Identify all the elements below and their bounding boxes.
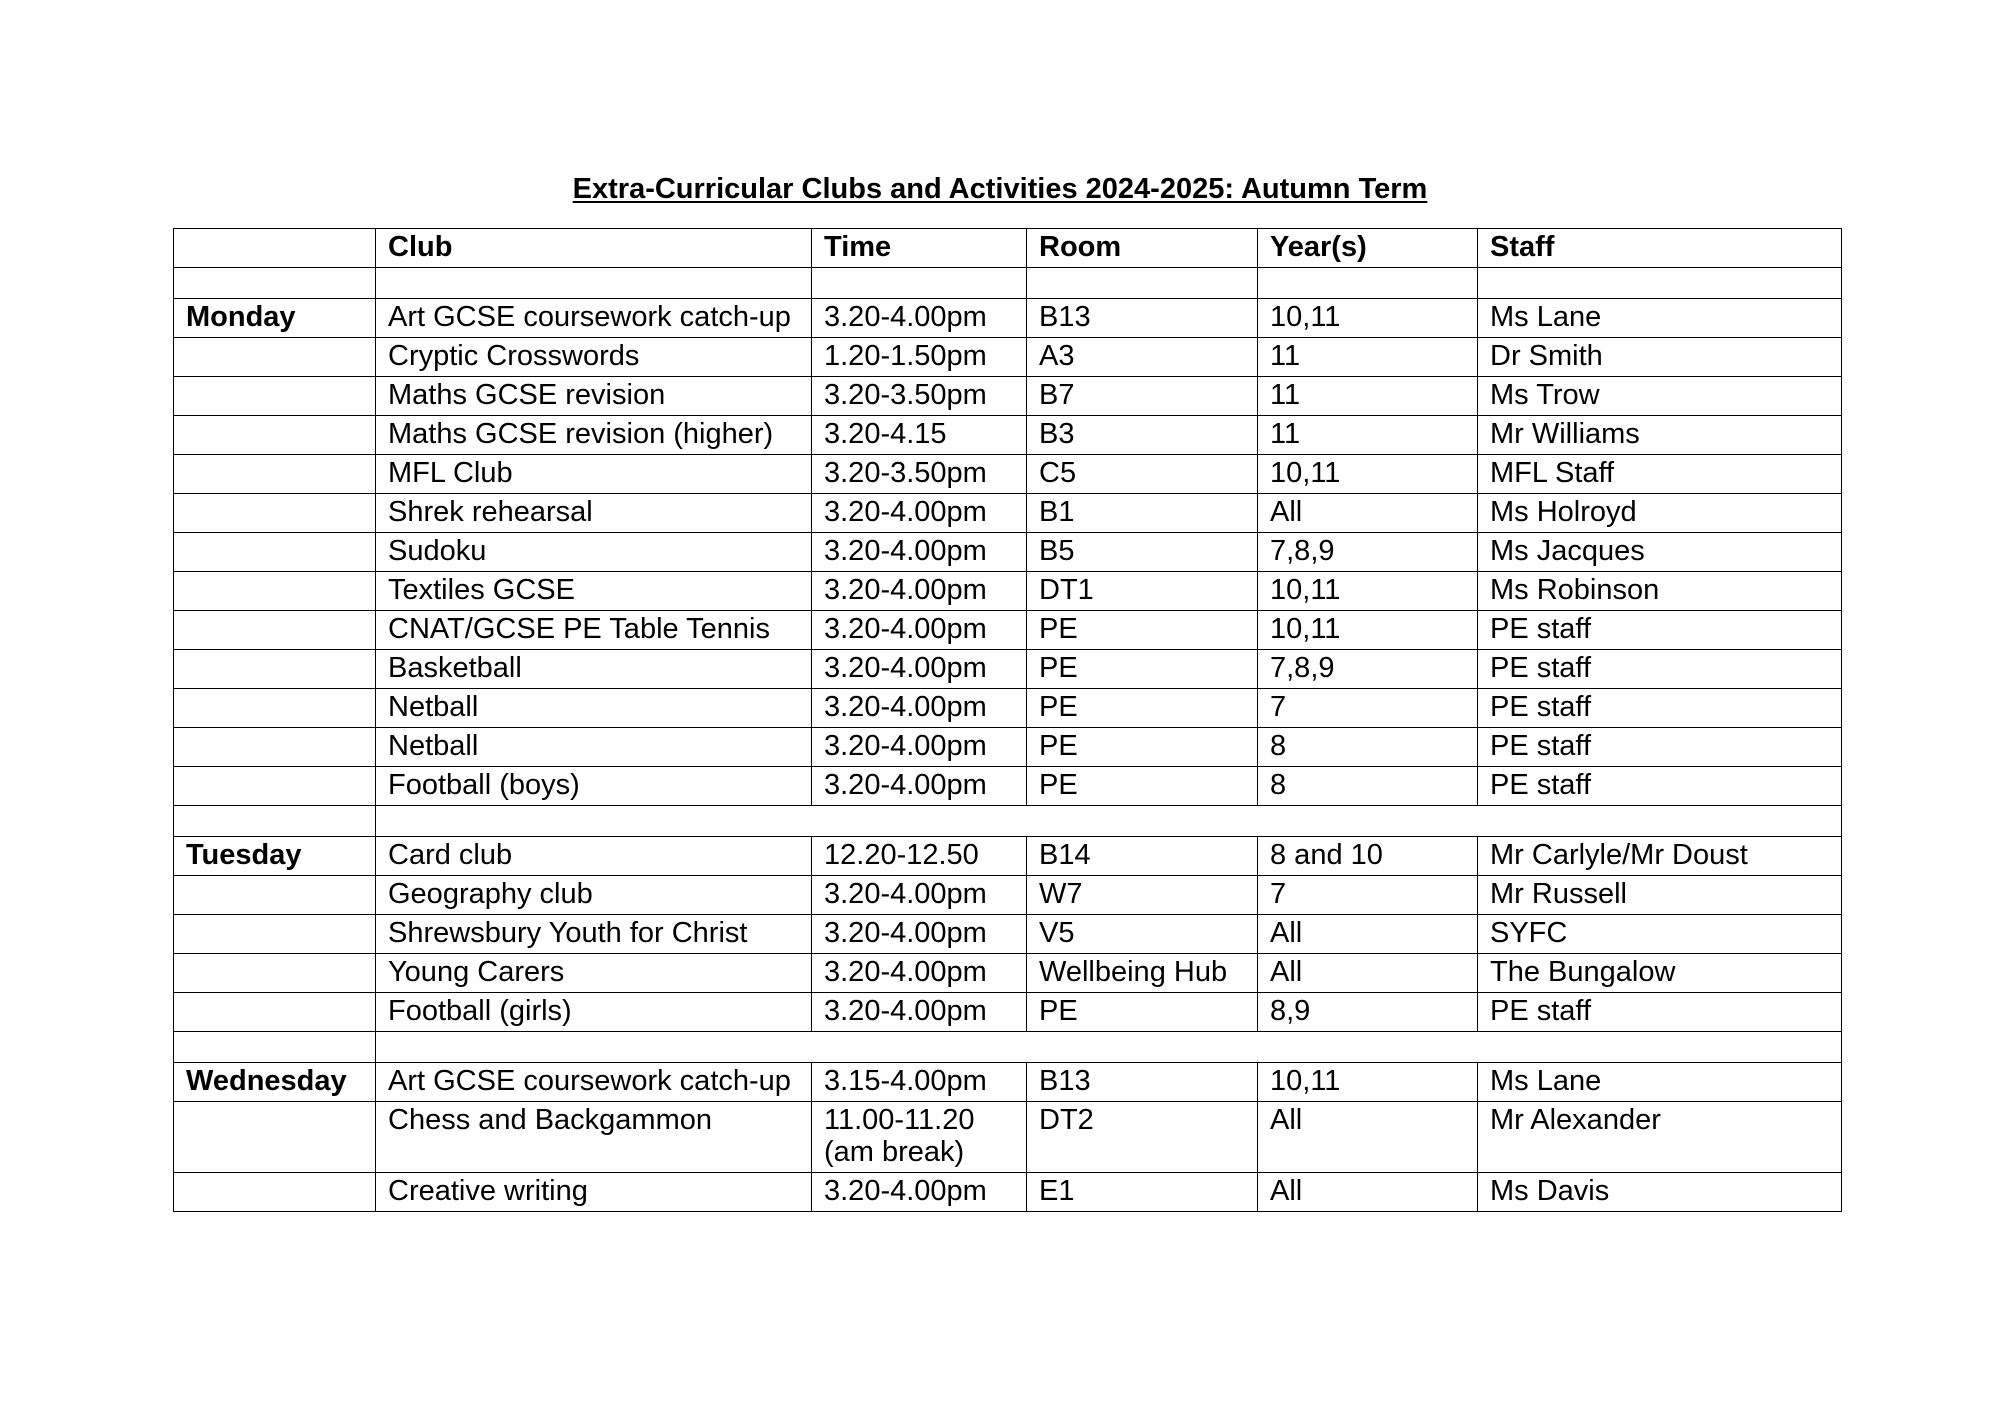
table-row (174, 689, 1842, 728)
spacer-cell (376, 1032, 1842, 1063)
spacer-cell (174, 268, 376, 299)
cell-day (174, 915, 376, 954)
cell-club: Maths GCSE revision (376, 377, 812, 416)
cell-day (174, 1173, 376, 1212)
cell-staff: The Bungalow (1478, 954, 1842, 993)
cell-staff: Ms Robinson (1478, 572, 1842, 611)
cell-time: 3.20-4.00pm (812, 954, 1027, 993)
cell-day (174, 1102, 376, 1173)
cell-time: 12.20-12.50 (812, 837, 1027, 876)
cell-staff: PE staff (1478, 611, 1842, 650)
cell-staff: Ms Holroyd (1478, 494, 1842, 533)
cell-club: Football (boys) (376, 767, 812, 806)
cell-time-line: (am break) (824, 1136, 965, 1168)
cell-time: 3.20-4.00pm (812, 650, 1027, 689)
cell-staff: Ms Lane (1478, 299, 1842, 338)
cell-time: 3.15-4.00pm (812, 1063, 1027, 1102)
cell-room: PE (1027, 611, 1258, 650)
cell-club: Sudoku (376, 533, 812, 572)
table-row (174, 767, 1842, 806)
cell-room: PE (1027, 689, 1258, 728)
cell-years: 7 (1258, 876, 1478, 915)
table-row (174, 299, 1842, 338)
cell-time: 3.20-3.50pm (812, 377, 1027, 416)
cell-club: Art GCSE coursework catch-up (376, 299, 812, 338)
cell-room: Wellbeing Hub (1027, 954, 1258, 993)
cell-club: Netball (376, 689, 812, 728)
cell-day: Wednesday (174, 1063, 376, 1102)
header-day (174, 229, 376, 268)
cell-day (174, 993, 376, 1032)
table-row (174, 455, 1842, 494)
page-title: Extra-Curricular Clubs and Activities 2024-2025: Autumn Term (572, 173, 1428, 205)
cell-club: Creative writing (376, 1173, 812, 1212)
cell-day (174, 377, 376, 416)
cell-years: 11 (1258, 338, 1478, 377)
table-row (174, 494, 1842, 533)
cell-day (174, 689, 376, 728)
table-row (174, 611, 1842, 650)
cell-staff: PE staff (1478, 993, 1842, 1032)
cell-club: Art GCSE coursework catch-up (376, 1063, 812, 1102)
cell-time: 3.20-4.00pm (812, 494, 1027, 533)
cell-day (174, 572, 376, 611)
cell-years: 11 (1258, 416, 1478, 455)
cell-time: 3.20-4.00pm (812, 767, 1027, 806)
cell-club: MFL Club (376, 455, 812, 494)
cell-years: 7 (1258, 689, 1478, 728)
header-staff: Staff (1478, 229, 1842, 268)
header-room: Room (1027, 229, 1258, 268)
spacer-cell (174, 1032, 376, 1063)
cell-room: B14 (1027, 837, 1258, 876)
cell-years: All (1258, 1173, 1478, 1212)
table-row (174, 728, 1842, 767)
table-row (174, 650, 1842, 689)
cell-years: 8,9 (1258, 993, 1478, 1032)
cell-time: 3.20-4.00pm (812, 915, 1027, 954)
cell-room: DT1 (1027, 572, 1258, 611)
cell-time: 3.20-4.00pm (812, 533, 1027, 572)
table-row (174, 876, 1842, 915)
cell-staff: Mr Russell (1478, 876, 1842, 915)
cell-club: Textiles GCSE (376, 572, 812, 611)
cell-time: 3.20-4.00pm (812, 1173, 1027, 1212)
cell-day: Tuesday (174, 837, 376, 876)
cell-staff: Ms Jacques (1478, 533, 1842, 572)
cell-time: 3.20-4.15 (812, 416, 1027, 455)
cell-room: B3 (1027, 416, 1258, 455)
cell-room: V5 (1027, 915, 1258, 954)
cell-room: PE (1027, 728, 1258, 767)
table-row (174, 416, 1842, 455)
cell-club: Shrewsbury Youth for Christ (376, 915, 812, 954)
cell-years: 8 and 10 (1258, 837, 1478, 876)
table-row (174, 338, 1842, 377)
cell-time-line: 11.00-11.20 (824, 1104, 975, 1136)
cell-club: Shrek rehearsal (376, 494, 812, 533)
table-body (174, 268, 1842, 1212)
cell-room: E1 (1027, 1173, 1258, 1212)
cell-day (174, 611, 376, 650)
cell-years: 10,11 (1258, 1063, 1478, 1102)
table-row (174, 915, 1842, 954)
cell-room: B1 (1027, 494, 1258, 533)
cell-time (812, 1102, 1027, 1173)
cell-years: 8 (1258, 767, 1478, 806)
cell-years: 10,11 (1258, 611, 1478, 650)
cell-time: 3.20-4.00pm (812, 876, 1027, 915)
cell-club: Young Carers (376, 954, 812, 993)
cell-staff: PE staff (1478, 689, 1842, 728)
table-row (174, 1063, 1842, 1102)
cell-years: 8 (1258, 728, 1478, 767)
cell-room: B13 (1027, 1063, 1258, 1102)
cell-staff: PE staff (1478, 650, 1842, 689)
cell-day (174, 494, 376, 533)
cell-staff: Dr Smith (1478, 338, 1842, 377)
cell-room: DT2 (1027, 1102, 1258, 1173)
table-row (174, 572, 1842, 611)
spacer-cell (376, 806, 1842, 837)
spacer-cell (1258, 268, 1478, 299)
cell-day (174, 416, 376, 455)
cell-day (174, 954, 376, 993)
cell-staff: Mr Carlyle/Mr Doust (1478, 837, 1842, 876)
cell-years: 10,11 (1258, 299, 1478, 338)
cell-staff: Ms Trow (1478, 377, 1842, 416)
cell-time: 1.20-1.50pm (812, 338, 1027, 377)
table-row (174, 1102, 1842, 1173)
cell-years: 7,8,9 (1258, 533, 1478, 572)
table-row (174, 954, 1842, 993)
cell-room: C5 (1027, 455, 1258, 494)
cell-day (174, 650, 376, 689)
table-row (174, 377, 1842, 416)
cell-room: A3 (1027, 338, 1258, 377)
header-time: Time (812, 229, 1027, 268)
cell-day (174, 338, 376, 377)
cell-room: PE (1027, 767, 1258, 806)
cell-day (174, 767, 376, 806)
cell-time: 3.20-4.00pm (812, 611, 1027, 650)
cell-staff: PE staff (1478, 767, 1842, 806)
cell-club: Maths GCSE revision (higher) (376, 416, 812, 455)
cell-years: 10,11 (1258, 455, 1478, 494)
table-spacer-row (174, 806, 1842, 837)
header-club: Club (376, 229, 812, 268)
table-header-row (174, 229, 1842, 268)
table-spacer-row (174, 1032, 1842, 1063)
cell-day (174, 533, 376, 572)
cell-years: All (1258, 915, 1478, 954)
cell-room: B7 (1027, 377, 1258, 416)
cell-day: Monday (174, 299, 376, 338)
cell-club: Geography club (376, 876, 812, 915)
cell-room: PE (1027, 993, 1258, 1032)
cell-years: All (1258, 494, 1478, 533)
cell-club: Card club (376, 837, 812, 876)
cell-time: 3.20-4.00pm (812, 993, 1027, 1032)
spacer-cell (1478, 268, 1842, 299)
cell-time: 3.20-4.00pm (812, 572, 1027, 611)
table-row (174, 1173, 1842, 1212)
spacer-cell (812, 268, 1027, 299)
cell-day (174, 455, 376, 494)
cell-time: 3.20-4.00pm (812, 728, 1027, 767)
spacer-cell (1027, 268, 1258, 299)
table-row (174, 533, 1842, 572)
cell-staff: MFL Staff (1478, 455, 1842, 494)
cell-room: PE (1027, 650, 1258, 689)
cell-staff: Mr Williams (1478, 416, 1842, 455)
cell-years: 7,8,9 (1258, 650, 1478, 689)
cell-staff: Ms Lane (1478, 1063, 1842, 1102)
cell-staff: Ms Davis (1478, 1173, 1842, 1212)
cell-room: B13 (1027, 299, 1258, 338)
cell-club: Football (girls) (376, 993, 812, 1032)
spacer-cell (376, 268, 812, 299)
cell-staff: SYFC (1478, 915, 1842, 954)
header-years: Year(s) (1258, 229, 1478, 268)
cell-time: 3.20-3.50pm (812, 455, 1027, 494)
cell-staff: PE staff (1478, 728, 1842, 767)
cell-room: B5 (1027, 533, 1258, 572)
cell-room: W7 (1027, 876, 1258, 915)
cell-club: CNAT/GCSE PE Table Tennis (376, 611, 812, 650)
table-spacer-row (174, 268, 1842, 299)
cell-club: Chess and Backgammon (376, 1102, 812, 1173)
cell-years: 11 (1258, 377, 1478, 416)
cell-time: 3.20-4.00pm (812, 299, 1027, 338)
cell-day (174, 728, 376, 767)
clubs-table (173, 228, 1842, 1212)
cell-years: All (1258, 1102, 1478, 1173)
table-row (174, 837, 1842, 876)
cell-club: Cryptic Crosswords (376, 338, 812, 377)
cell-time: 3.20-4.00pm (812, 689, 1027, 728)
cell-day (174, 876, 376, 915)
spacer-cell (174, 806, 376, 837)
cell-staff: Mr Alexander (1478, 1102, 1842, 1173)
cell-club: Netball (376, 728, 812, 767)
cell-club: Basketball (376, 650, 812, 689)
table-row (174, 993, 1842, 1032)
cell-years: All (1258, 954, 1478, 993)
cell-years: 10,11 (1258, 572, 1478, 611)
